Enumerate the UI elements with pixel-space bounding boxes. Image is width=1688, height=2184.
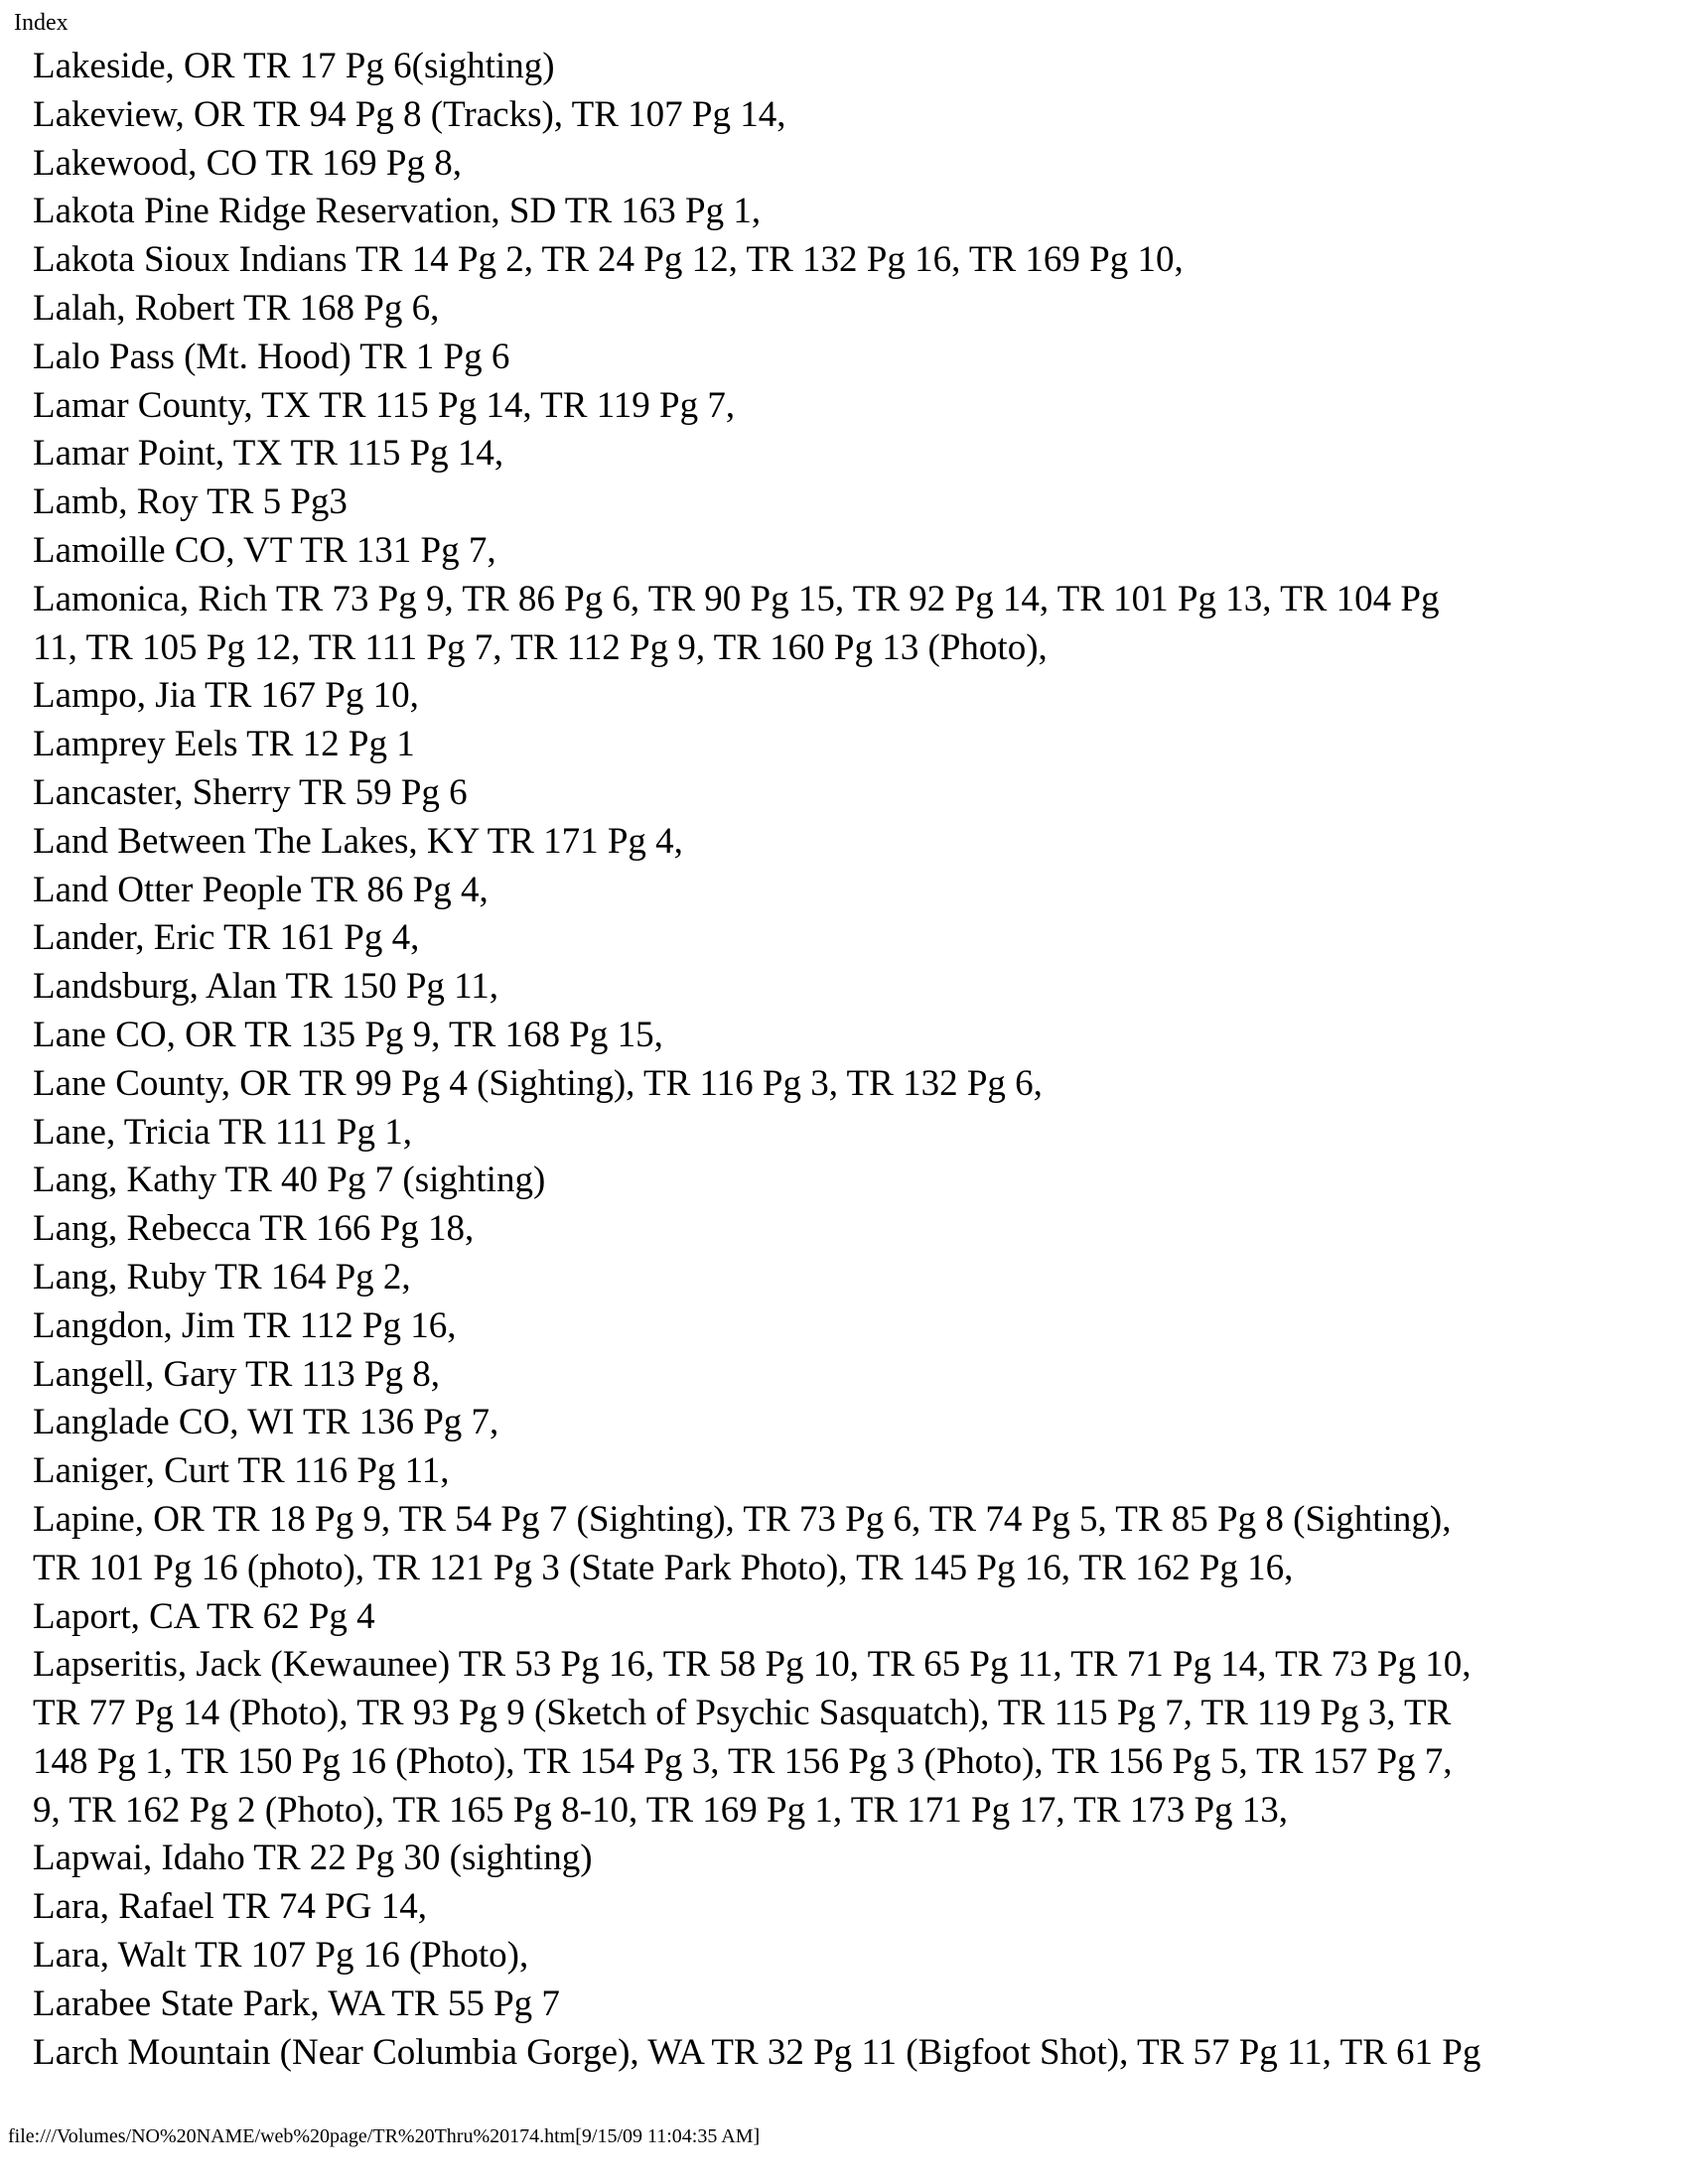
index-line: TR 77 Pg 14 (Photo), TR 93 Pg 9 (Sketch of Psychic Sasquatch), TR 115 Pg 7, TR 119 Pg 3, TR [33,1693,1452,1734]
index-line: Langlade CO, WI TR 136 Pg 7, [33,1402,499,1443]
index-line: Lara, Rafael TR 74 PG 14, [33,1886,427,1928]
index-line: Laport, CA TR 62 Pg 4 [33,1595,375,1637]
index-line: Lamprey Eels TR 12 Pg 1 [33,724,415,765]
index-line: Lander, Eric TR 161 Pg 4, [33,917,420,959]
index-line: Lapine, OR TR 18 Pg 9, TR 54 Pg 7 (Sighting), TR 73 Pg 6, TR 74 Pg 5, TR 85 Pg 8 (Sighting), [33,1498,1452,1540]
index-line: 9, TR 162 Pg 2 (Photo), TR 165 Pg 8-10, TR 169 Pg 1, TR 171 Pg 17, TR 173 Pg 13, [33,1789,1289,1831]
index-line: Lamonica, Rich TR 73 Pg 9, TR 86 Pg 6, TR 90 Pg 15, TR 92 Pg 14, TR 101 Pg 13, TR 104 Pg [33,578,1440,619]
index-line: Lalah, Robert TR 168 Pg 6, [33,287,440,329]
index-line: 148 Pg 1, TR 150 Pg 16 (Photo), TR 154 Pg 3, TR 156 Pg 3 (Photo), TR 156 Pg 5, TR 157 Pg 7, [33,1740,1453,1782]
index-line: Lampo, Jia TR 167 Pg 10, [33,675,419,717]
index-line: Lalo Pass (Mt. Hood) TR 1 Pg 6 [33,336,510,377]
index-line: Langdon, Jim TR 112 Pg 16, [33,1304,457,1346]
index-line: Larabee State Park, WA TR 55 Pg 7 [33,1982,560,2024]
index-line: Lakewood, CO TR 169 Pg 8, [33,142,463,184]
index-line: Lamoille CO, VT TR 131 Pg 7, [33,529,496,571]
index-line: Lang, Rebecca TR 166 Pg 18, [33,1208,475,1250]
file-path-footer: file:///Volumes/NO%20NAME/web%20page/TR%20Thru%20174.htm[9/15/09 11:04:35 AM] [8,2125,761,2147]
index-line: Lakota Pine Ridge Reservation, SD TR 163 Pg 1, [33,191,762,232]
index-line: Lang, Kathy TR 40 Pg 7 (sighting) [33,1160,546,1201]
index-line: Lancaster, Sherry TR 59 Pg 6 [33,771,468,813]
index-line: Lara, Walt TR 107 Pg 16 (Photo), [33,1935,529,1977]
index-line: Lane County, OR TR 99 Pg 4 (Sighting), TR 116 Pg 3, TR 132 Pg 6, [33,1062,1043,1104]
index-line: Lane, Tricia TR 111 Pg 1, [33,1111,412,1153]
index-line: Lane CO, OR TR 135 Pg 9, TR 168 Pg 15, [33,1014,663,1055]
index-line: Lakeside, OR TR 17 Pg 6(sighting) [33,46,555,86]
index-line: Landsburg, Alan TR 150 Pg 11, [33,966,499,1008]
index-line: Lamar Point, TX TR 115 Pg 14, [33,433,504,475]
index-line: Land Otter People TR 86 Pg 4, [33,869,489,910]
index-line: Langell, Gary TR 113 Pg 8, [33,1353,441,1395]
index-line: Lamar County, TX TR 115 Pg 14, TR 119 Pg 7, [33,384,736,426]
index-line: Lakota Sioux Indians TR 14 Pg 2, TR 24 Pg 12, TR 132 Pg 16, TR 169 Pg 10, [33,239,1184,281]
index-line: Larch Mountain (Near Columbia Gorge), WA TR 32 Pg 11 (Bigfoot Shot), TR 57 Pg 11, TR 61 Pg [33,2031,1481,2073]
index-line: 11, TR 105 Pg 12, TR 111 Pg 7, TR 112 Pg 9, TR 160 Pg 13 (Photo), [33,626,1048,668]
index-line: Lamb, Roy TR 5 Pg3 [33,481,348,523]
index-line: Lang, Ruby TR 164 Pg 2, [33,1256,411,1297]
index-line: Land Between The Lakes, KY TR 171 Pg 4, [33,820,683,862]
page-title: Index [14,10,69,36]
index-line: Lapseritis, Jack (Kewaunee) TR 53 Pg 16, TR 58 Pg 10, TR 65 Pg 11, TR 71 Pg 14, TR 73 Pg 10, [33,1644,1472,1686]
index-list [33,43,1678,2077]
index-line: TR 101 Pg 16 (photo), TR 121 Pg 3 (State Park Photo), TR 145 Pg 16, TR 162 Pg 16, [33,1547,1294,1588]
index-line: Lakeview, OR TR 94 Pg 8 (Tracks), TR 107 Pg 14, [33,93,786,135]
index-line: Laniger, Curt TR 116 Pg 11, [33,1450,450,1492]
index-line: Lapwai, Idaho TR 22 Pg 30 (sighting) [33,1838,593,1879]
